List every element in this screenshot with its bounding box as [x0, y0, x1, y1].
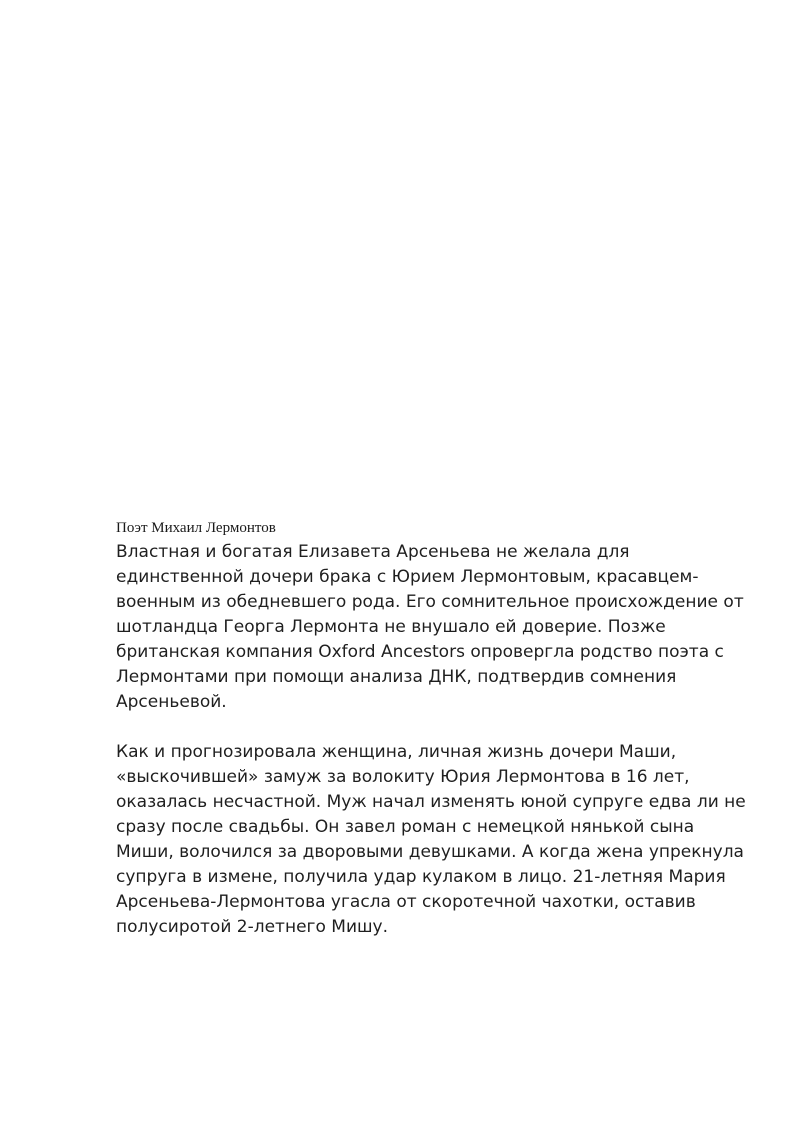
text-line: Арсеньева-Лермонтова угасла от скоротечной чахотки, оставив — [116, 892, 696, 912]
text-line: оказалась несчастной. Муж начал изменять юной супруге едва ли не — [116, 792, 746, 812]
text-line: шотландца Георга Лермонта не внушало ей доверие. Позже — [116, 617, 666, 637]
document-body — [116, 518, 756, 940]
text-line: Как и прогнозировала женщина, личная жизнь дочери Маши, — [116, 742, 677, 762]
text-line: полусиротой 2-летнего Мишу. — [116, 917, 389, 937]
paragraph-1 — [116, 540, 756, 715]
paragraph-spacer — [116, 715, 756, 740]
image-caption: Поэт Михаил Лермонтов — [116, 520, 276, 536]
text-line: британская компания Oxford Ancestors опровергла родство поэта с — [116, 642, 724, 662]
text-line: супруга в измене, получила удар кулаком в лицо. 21-летняя Мария — [116, 867, 726, 887]
text-line: сразу после свадьбы. Он завел роман с немецкой нянькой сына — [116, 817, 695, 837]
text-line: единственной дочери брака с Юрием Лермонтовым, красавцем- — [116, 567, 699, 587]
text-line: военным из обедневшего рода. Его сомнительное происхождение от — [116, 592, 744, 612]
paragraph-2 — [116, 740, 756, 940]
text-line: Властная и богатая Елизавета Арсеньева не желала для — [116, 542, 630, 562]
text-line: Арсеньевой. — [116, 692, 227, 712]
text-line: «выскочившей» замуж за волокиту Юрия Лермонтова в 16 лет, — [116, 767, 690, 787]
text-line: Миши, волочился за дворовыми девушками. А когда жена упрекнула — [116, 842, 744, 862]
text-line: Лермонтами при помощи анализа ДНК, подтвердив сомнения — [116, 667, 677, 687]
